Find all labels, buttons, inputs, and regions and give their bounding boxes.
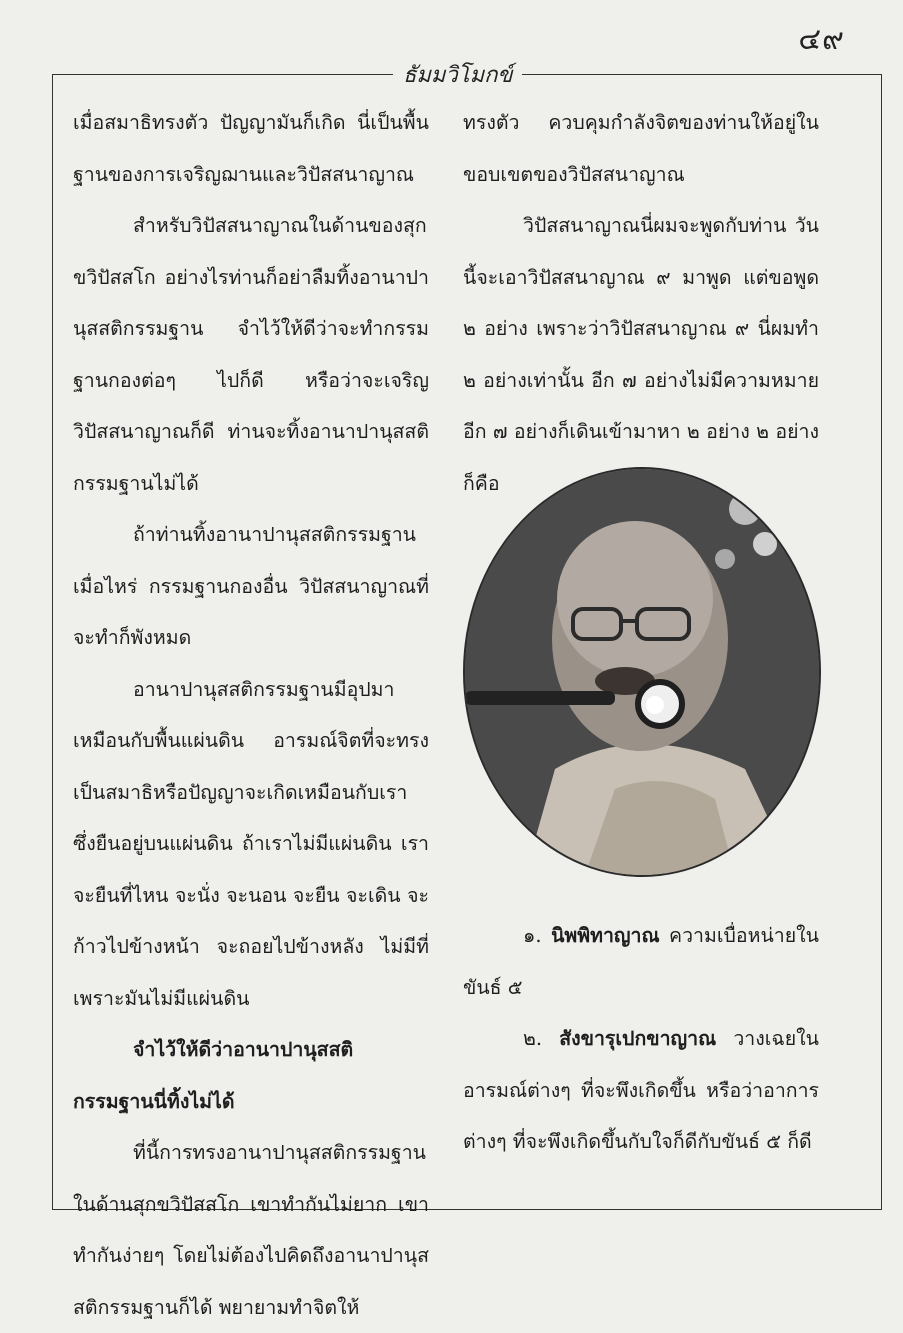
list-text: วางเฉยในอารมณ์ต่างๆ ที่จะพึงเกิดขึ้น หรือว่าอาการต่างๆ ที่จะพึงเกิดขึ้นกับใจก็ดีกับขันธ์ ๕ ก็ดี: [463, 1027, 819, 1153]
list-term: นิพพิทาญาณ: [551, 924, 660, 947]
left-column: [73, 97, 429, 1333]
list-term: สังขารุเปกขาญาณ: [559, 1027, 717, 1050]
monk-portrait-photo: [463, 467, 821, 877]
page-frame: [52, 63, 882, 1319]
right-column-top: [463, 97, 819, 509]
paragraph: ที่นี้การทรงอานาปานุสสติกรรมฐานในด้านสุกขวิปัสสโก เขาทำกันไม่ยาก เขาทำกันง่ายๆ โดยไม่ต้องไปคิดถึงอานาปานุสสติกรรมฐานก็ได้ พยายามทำจิตให้: [73, 1141, 429, 1319]
list-number: ๑.: [523, 924, 542, 947]
section-heading: จำไว้ให้ดีว่าอานาปานุสสติกรรมฐานนี่ทิ้งไม่ได้: [73, 1038, 354, 1113]
paragraph: วิปัสสนาญาณนี่ผมจะพูดกับท่าน วันนี้จะเอาวิปัสสนาญาณ ๙ มาพูด แต่ขอพูด ๒ อย่าง เพราะว่าวิปัสสนาญาณ ๙ นี่ผมทำ ๒ อย่างเท่านั้น อีก ๗ อย่างไม่มีความหมาย อีก ๗ อย่างก็เดินเข้ามาหา ๒ อย่าง ๒ อย่าง ก็คือ: [463, 214, 819, 495]
paragraph: อานาปานุสสติกรรมฐานมีอุปมาเหมือนกับพื้นแผ่นดิน อารมณ์จิตที่จะทรงเป็นสมาธิหรือปัญญาจะเกิดเหมือนกับเราซึ่งยืนอยู่บนแผ่นดิน ถ้าเราไม่มีแผ่นดิน เราจะยืนที่ไหน จะนั่ง จะนอน จะยืน จะเดิน จะก้าวไปข้างหน้า จะถอยไปข้างหลัง ไม่มีที่เพราะมันไม่มีแผ่นดิน: [73, 677, 429, 1010]
right-column-bottom: [463, 910, 819, 1168]
list-item: [463, 1013, 819, 1168]
list-text: ความเบื่อหน่ายในขันธ์ ๕: [463, 924, 819, 999]
running-title: ธัมมวิโมกข์: [393, 57, 522, 92]
paragraph: ถ้าท่านทิ้งอานาปานุสสติกรรมฐานเมื่อไหร่ กรรมฐานกองอื่น วิปัสสนาญาณที่จะทำก็พังหมด: [73, 523, 429, 649]
paragraph: สำหรับวิปัสสนาญาณในด้านของสุกขวิปัสสโก อย่างไรท่านก็อย่าลืมทิ้งอานาปานุสสติกรรมฐาน จำไว้ให้ดีว่าจะทำกรรมฐานกองต่อๆ ไปก็ดี หรือว่าจะเจริญวิปัสสนาญาณก็ดี ท่านจะทิ้งอานาปานุสสติกรรมฐานไม่ได้: [73, 214, 429, 495]
page-number: ๔๙: [798, 22, 845, 57]
list-item: [463, 910, 819, 1013]
paragraph: ทรงตัว ควบคุมกำลังจิตของท่านให้อยู่ในขอบเขตของวิปัสสนาญาณ: [463, 111, 819, 186]
list-number: ๒.: [523, 1027, 543, 1050]
paragraph: เมื่อสมาธิทรงตัว ปัญญามันก็เกิด นี่เป็นพื้นฐานของการเจริญฌานและวิปัสสนาญาณ: [73, 111, 429, 186]
